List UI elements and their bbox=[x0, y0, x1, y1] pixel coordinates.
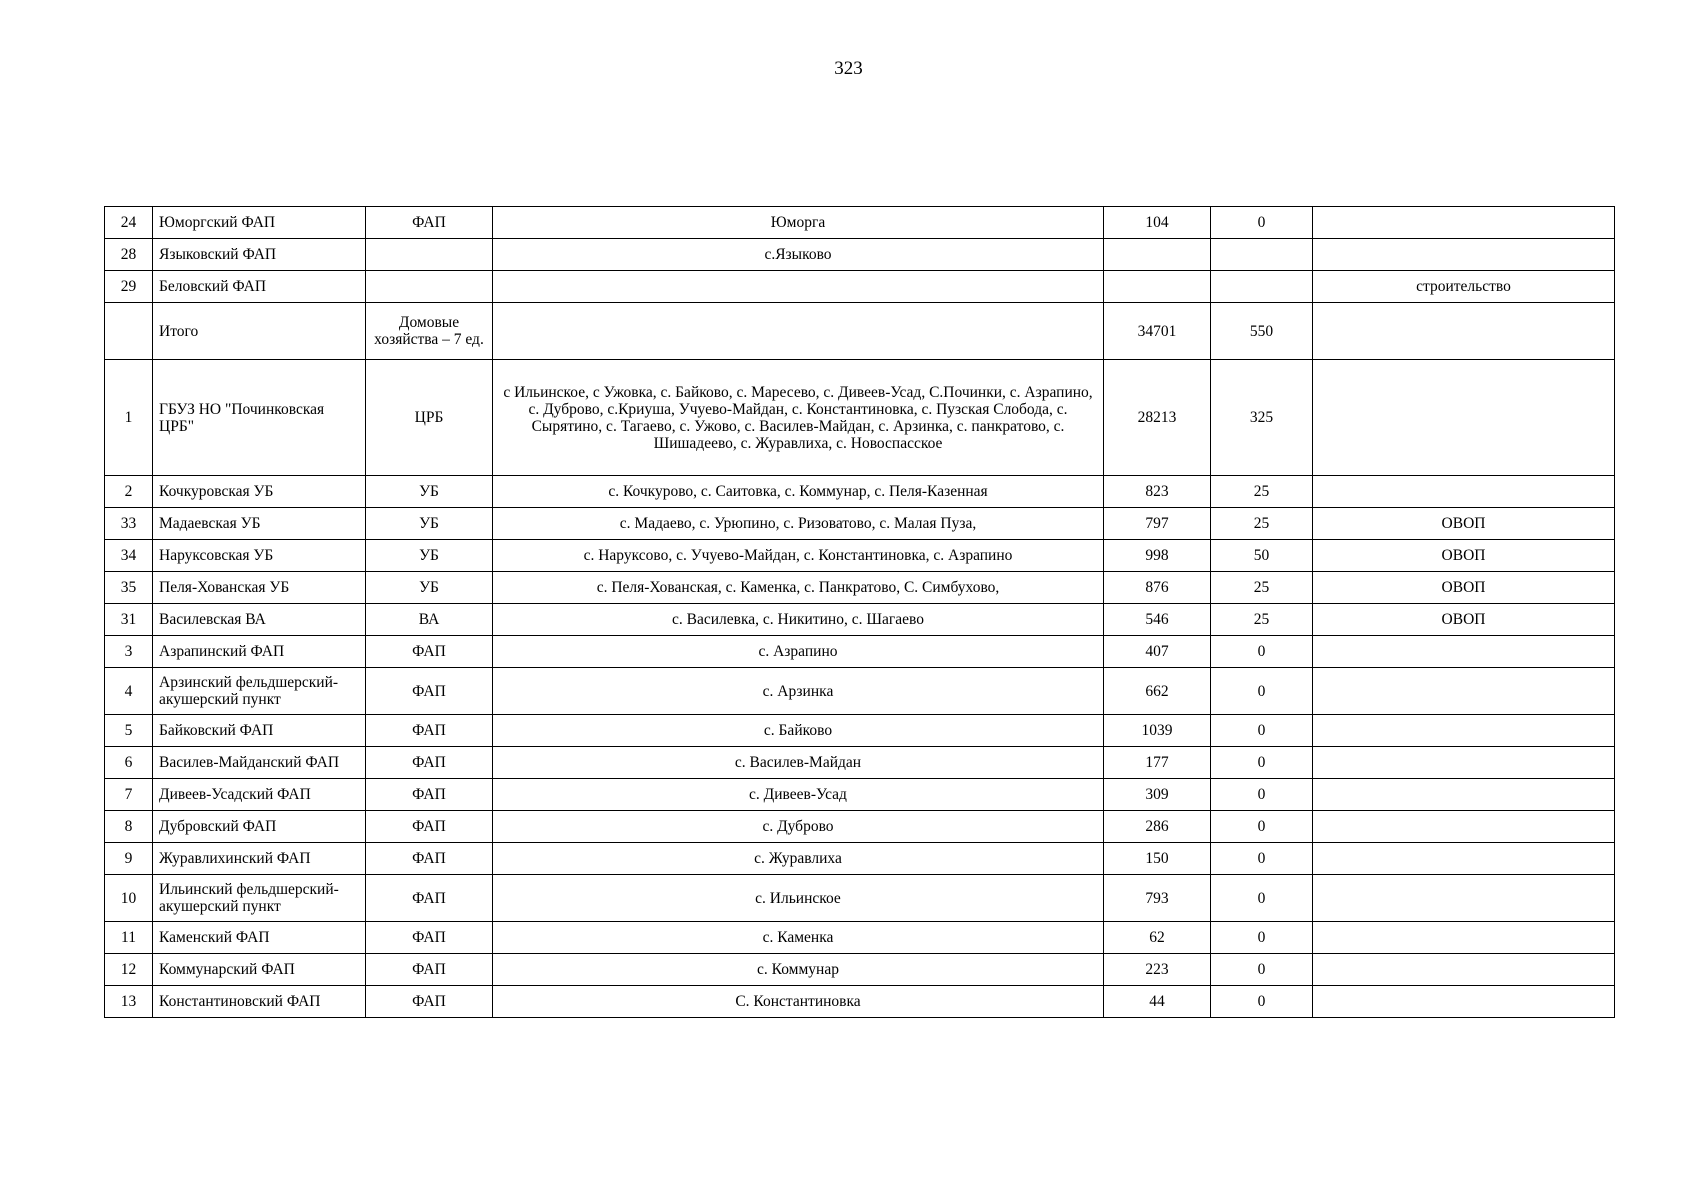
facility-name-cell: Мадаевская УБ bbox=[153, 508, 366, 540]
facility-type-cell: УБ bbox=[366, 476, 493, 508]
row-number-cell: 35 bbox=[105, 572, 153, 604]
population-cell: 309 bbox=[1104, 779, 1211, 811]
population-cell: 998 bbox=[1104, 540, 1211, 572]
population-cell: 1039 bbox=[1104, 715, 1211, 747]
table-row bbox=[105, 986, 1615, 1018]
served-settlements-cell bbox=[493, 303, 1104, 360]
facility-name-cell: Пеля-Хованская УБ bbox=[153, 572, 366, 604]
table-row bbox=[105, 207, 1615, 239]
facility-type-cell: ФАП bbox=[366, 811, 493, 843]
note-cell bbox=[1313, 747, 1615, 779]
population-cell: 407 bbox=[1104, 636, 1211, 668]
row-number-cell: 7 bbox=[105, 779, 153, 811]
row-number-cell: 9 bbox=[105, 843, 153, 875]
capacity-cell: 550 bbox=[1211, 303, 1313, 360]
facility-name-cell: Арзинский фельдшерский-акушерский пункт bbox=[153, 668, 366, 715]
facility-name-cell: Каменский ФАП bbox=[153, 922, 366, 954]
facility-type-cell: ФАП bbox=[366, 954, 493, 986]
row-number-cell: 3 bbox=[105, 636, 153, 668]
note-cell bbox=[1313, 207, 1615, 239]
served-settlements-cell: с. Арзинка bbox=[493, 668, 1104, 715]
row-number-cell: 2 bbox=[105, 476, 153, 508]
table-row-total bbox=[105, 303, 1615, 360]
population-cell: 104 bbox=[1104, 207, 1211, 239]
note-cell bbox=[1313, 843, 1615, 875]
facility-name-cell: Итого bbox=[153, 303, 366, 360]
facility-name-cell: Беловский ФАП bbox=[153, 271, 366, 303]
note-cell bbox=[1313, 811, 1615, 843]
served-settlements-cell: с. Дивеев-Усад bbox=[493, 779, 1104, 811]
population-cell: 546 bbox=[1104, 604, 1211, 636]
table-row bbox=[105, 875, 1615, 922]
facility-type-cell: ВА bbox=[366, 604, 493, 636]
population-cell: 793 bbox=[1104, 875, 1211, 922]
facility-type-cell: УБ bbox=[366, 540, 493, 572]
table-row bbox=[105, 476, 1615, 508]
note-cell: ОВОП bbox=[1313, 604, 1615, 636]
row-number-cell: 31 bbox=[105, 604, 153, 636]
row-number-cell: 1 bbox=[105, 360, 153, 476]
population-cell: 62 bbox=[1104, 922, 1211, 954]
note-cell bbox=[1313, 636, 1615, 668]
note-cell: строительство bbox=[1313, 271, 1615, 303]
served-settlements-cell: с. Наруксово, с. Учуево-Майдан, с. Константиновка, с. Азрапино bbox=[493, 540, 1104, 572]
note-cell bbox=[1313, 360, 1615, 476]
facility-name-cell: Ильинский фельдшерский-акушерский пункт bbox=[153, 875, 366, 922]
population-cell: 34701 bbox=[1104, 303, 1211, 360]
facility-name-cell: Языковский ФАП bbox=[153, 239, 366, 271]
population-cell bbox=[1104, 271, 1211, 303]
capacity-cell: 0 bbox=[1211, 811, 1313, 843]
population-cell: 44 bbox=[1104, 986, 1211, 1018]
population-cell: 223 bbox=[1104, 954, 1211, 986]
facility-name-cell: Василев-Майданский ФАП bbox=[153, 747, 366, 779]
note-cell bbox=[1313, 954, 1615, 986]
table-row bbox=[105, 779, 1615, 811]
facility-type-cell bbox=[366, 239, 493, 271]
facility-name-cell: Журавлихинский ФАП bbox=[153, 843, 366, 875]
facility-type-cell: ФАП bbox=[366, 668, 493, 715]
facility-type-cell: ФАП bbox=[366, 747, 493, 779]
table-row bbox=[105, 360, 1615, 476]
facility-type-cell: ФАП bbox=[366, 875, 493, 922]
served-settlements-cell: с. Мадаево, с. Урюпино, с. Ризоватово, с. Малая Пуза, bbox=[493, 508, 1104, 540]
capacity-cell bbox=[1211, 239, 1313, 271]
table-row bbox=[105, 271, 1615, 303]
table-row bbox=[105, 747, 1615, 779]
facility-type-cell: ФАП bbox=[366, 922, 493, 954]
capacity-cell: 0 bbox=[1211, 715, 1313, 747]
served-settlements-cell: с. Пеля-Хованская, с. Каменка, с. Панкратово, С. Симбухово, bbox=[493, 572, 1104, 604]
population-cell: 286 bbox=[1104, 811, 1211, 843]
served-settlements-cell: с. Кочкурово, с. Саитовка, с. Коммунар, с. Пеля-Казенная bbox=[493, 476, 1104, 508]
note-cell bbox=[1313, 239, 1615, 271]
capacity-cell: 25 bbox=[1211, 604, 1313, 636]
note-cell bbox=[1313, 476, 1615, 508]
row-number-cell: 34 bbox=[105, 540, 153, 572]
facility-name-cell: Азрапинский ФАП bbox=[153, 636, 366, 668]
facilities-table-body bbox=[105, 207, 1615, 1018]
row-number-cell: 11 bbox=[105, 922, 153, 954]
row-number-cell: 10 bbox=[105, 875, 153, 922]
served-settlements-cell: с. Каменка bbox=[493, 922, 1104, 954]
facility-name-cell: ГБУЗ НО "Починковская ЦРБ" bbox=[153, 360, 366, 476]
population-cell: 177 bbox=[1104, 747, 1211, 779]
row-number-cell bbox=[105, 303, 153, 360]
capacity-cell: 25 bbox=[1211, 508, 1313, 540]
facility-name-cell: Байковский ФАП bbox=[153, 715, 366, 747]
table-row bbox=[105, 811, 1615, 843]
population-cell: 662 bbox=[1104, 668, 1211, 715]
facility-type-cell: УБ bbox=[366, 508, 493, 540]
page-number: 323 bbox=[834, 58, 863, 79]
note-cell bbox=[1313, 668, 1615, 715]
note-cell bbox=[1313, 986, 1615, 1018]
table-row bbox=[105, 922, 1615, 954]
row-number-cell: 8 bbox=[105, 811, 153, 843]
facility-name-cell: Василевская ВА bbox=[153, 604, 366, 636]
facility-type-cell: ЦРБ bbox=[366, 360, 493, 476]
facility-name-cell: Константиновский ФАП bbox=[153, 986, 366, 1018]
facility-name-cell: Кочкуровская УБ bbox=[153, 476, 366, 508]
served-settlements-cell: с. Ильинское bbox=[493, 875, 1104, 922]
note-cell: ОВОП bbox=[1313, 572, 1615, 604]
served-settlements-cell: с. Коммунар bbox=[493, 954, 1104, 986]
served-settlements-cell bbox=[493, 271, 1104, 303]
capacity-cell: 0 bbox=[1211, 668, 1313, 715]
row-number-cell: 29 bbox=[105, 271, 153, 303]
served-settlements-cell: с Ильинское, с Ужовка, с. Байково, с. Маресево, с. Дивеев-Усад, С.Починки, с. Азрапино, с. Дуброво, с.Криуша, Учуево-Майдан, с. Константиновка, с. Пузская Слобода, с. Сырятино, с. Тагаево, с. Ужово, с. Василев-Майдан, с. Арзинка, с. панкратово, с. Шишадеево, с. Журавлиха, с. Новоспасское bbox=[493, 360, 1104, 476]
capacity-cell: 25 bbox=[1211, 572, 1313, 604]
table-row bbox=[105, 668, 1615, 715]
note-cell bbox=[1313, 875, 1615, 922]
note-cell bbox=[1313, 779, 1615, 811]
table-row bbox=[105, 954, 1615, 986]
table-row bbox=[105, 540, 1615, 572]
facility-type-cell bbox=[366, 271, 493, 303]
note-cell bbox=[1313, 715, 1615, 747]
row-number-cell: 28 bbox=[105, 239, 153, 271]
capacity-cell: 0 bbox=[1211, 954, 1313, 986]
row-number-cell: 5 bbox=[105, 715, 153, 747]
population-cell: 876 bbox=[1104, 572, 1211, 604]
capacity-cell: 0 bbox=[1211, 779, 1313, 811]
facility-type-cell: ФАП bbox=[366, 779, 493, 811]
population-cell: 797 bbox=[1104, 508, 1211, 540]
capacity-cell bbox=[1211, 271, 1313, 303]
served-settlements-cell: с. Байково bbox=[493, 715, 1104, 747]
facility-type-cell: Домовые хозяйства – 7 ед. bbox=[366, 303, 493, 360]
facility-name-cell: Юморгский ФАП bbox=[153, 207, 366, 239]
facility-type-cell: ФАП bbox=[366, 843, 493, 875]
facility-name-cell: Дубровский ФАП bbox=[153, 811, 366, 843]
served-settlements-cell: Юморга bbox=[493, 207, 1104, 239]
served-settlements-cell: с. Василев-Майдан bbox=[493, 747, 1104, 779]
population-cell bbox=[1104, 239, 1211, 271]
served-settlements-cell: с. Дуброво bbox=[493, 811, 1104, 843]
served-settlements-cell: С. Константиновка bbox=[493, 986, 1104, 1018]
served-settlements-cell: с. Василевка, с. Никитино, с. Шагаево bbox=[493, 604, 1104, 636]
note-cell: ОВОП bbox=[1313, 508, 1615, 540]
table-row bbox=[105, 239, 1615, 271]
capacity-cell: 0 bbox=[1211, 922, 1313, 954]
table-row bbox=[105, 508, 1615, 540]
served-settlements-cell: с.Языково bbox=[493, 239, 1104, 271]
served-settlements-cell: с. Азрапино bbox=[493, 636, 1104, 668]
note-cell: ОВОП bbox=[1313, 540, 1615, 572]
capacity-cell: 0 bbox=[1211, 843, 1313, 875]
capacity-cell: 0 bbox=[1211, 636, 1313, 668]
facility-type-cell: ФАП bbox=[366, 636, 493, 668]
row-number-cell: 13 bbox=[105, 986, 153, 1018]
capacity-cell: 325 bbox=[1211, 360, 1313, 476]
facility-type-cell: УБ bbox=[366, 572, 493, 604]
table-row bbox=[105, 843, 1615, 875]
capacity-cell: 0 bbox=[1211, 986, 1313, 1018]
capacity-cell: 50 bbox=[1211, 540, 1313, 572]
capacity-cell: 0 bbox=[1211, 207, 1313, 239]
capacity-cell: 0 bbox=[1211, 875, 1313, 922]
facility-name-cell: Дивеев-Усадский ФАП bbox=[153, 779, 366, 811]
facility-name-cell: Наруксовская УБ bbox=[153, 540, 366, 572]
row-number-cell: 33 bbox=[105, 508, 153, 540]
facility-type-cell: ФАП bbox=[366, 715, 493, 747]
facility-type-cell: ФАП bbox=[366, 207, 493, 239]
population-cell: 150 bbox=[1104, 843, 1211, 875]
population-cell: 28213 bbox=[1104, 360, 1211, 476]
facility-type-cell: ФАП bbox=[366, 986, 493, 1018]
facility-name-cell: Коммунарский ФАП bbox=[153, 954, 366, 986]
table-row bbox=[105, 715, 1615, 747]
row-number-cell: 6 bbox=[105, 747, 153, 779]
table-row bbox=[105, 604, 1615, 636]
row-number-cell: 12 bbox=[105, 954, 153, 986]
population-cell: 823 bbox=[1104, 476, 1211, 508]
row-number-cell: 4 bbox=[105, 668, 153, 715]
table-row bbox=[105, 572, 1615, 604]
row-number-cell: 24 bbox=[105, 207, 153, 239]
capacity-cell: 0 bbox=[1211, 747, 1313, 779]
facilities-table bbox=[104, 206, 1615, 1018]
table-row bbox=[105, 636, 1615, 668]
note-cell bbox=[1313, 303, 1615, 360]
capacity-cell: 25 bbox=[1211, 476, 1313, 508]
note-cell bbox=[1313, 922, 1615, 954]
served-settlements-cell: с. Журавлиха bbox=[493, 843, 1104, 875]
